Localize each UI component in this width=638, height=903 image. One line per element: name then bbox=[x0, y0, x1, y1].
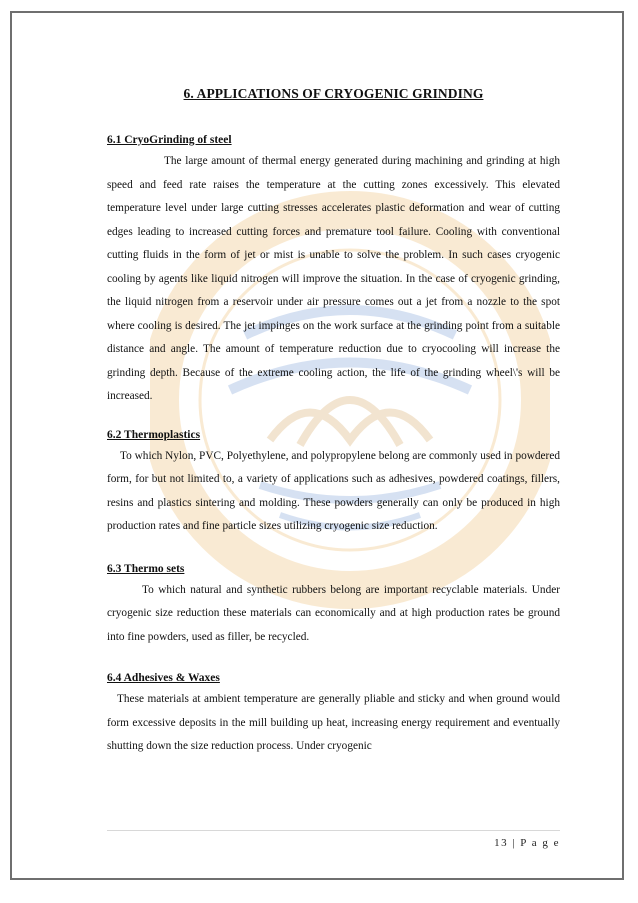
section-thermo-sets bbox=[107, 561, 560, 650]
section-heading: 6.2 Thermoplastics bbox=[107, 428, 201, 441]
section-paragraph: These materials at ambient temperature are generally pliable and sticky and when ground would form excessive deposits in the mill building up heat, increasing energy requirement and eventually shutting down the size reduction process. Under cryogenic bbox=[107, 693, 560, 752]
section-paragraph: To which natural and synthetic rubbers belong are important recyclable materials. Under cryogenic size reduction these materials can economically and at high production rates be ground into fine powders, used as filler, be recycled. bbox=[107, 583, 560, 643]
section-heading: 6.3 Thermo sets bbox=[107, 562, 185, 575]
section-paragraph: To which Nylon, PVC, Polyethylene, and polypropylene belong are commonly used in powdered form, for but not limited to, a variety of applications such as adhesives, powdered coatings, fillers, resins and plastics sintering and molding. These powders generally can only be produced in high production rates and fine particle sizes utilizing cryogenic size reduction. bbox=[107, 449, 560, 532]
section-paragraph: The large amount of thermal energy generated during machining and grinding at high speed and feed rate raises the temperature at the cutting zones excessively. This elevated temperature level under large cutting stresses accelerates plastic deformation and wear of cutting edges leading to increased cutting forces and premature tool failure. Cooling with conventional cutting fluids in the form of jet or mist is unable to solve the problem. In such cases cryogenic cooling by agents like liquid nitrogen will improve the situation. In the case of cryogenic grinding, the liquid nitrogen from a reservoir under air pressure comes out a jet from a nozzle to the spot where cooling is desired. The jet impinges on the work surface at the grinding point from a suitable distance and angle. The amount of temperature reduction due to cryocooling will increase the grinding depth. Because of the extreme cooling action, the life of the grinding wheel\'s will be increased. bbox=[107, 155, 560, 402]
section-adhesives-waxes bbox=[107, 670, 560, 759]
section-heading: 6.4 Adhesives & Waxes bbox=[107, 672, 220, 684]
section-thermoplastics bbox=[107, 427, 560, 539]
footer-divider bbox=[107, 830, 560, 831]
page-title: 6. APPLICATIONS OF CRYOGENIC GRINDING bbox=[183, 86, 484, 101]
page-number: 13 | P a g e bbox=[494, 837, 560, 849]
document-body bbox=[107, 86, 560, 759]
section-cryogrinding-steel bbox=[107, 132, 560, 409]
section-heading: 6.1 CryoGrinding of steel bbox=[107, 134, 232, 146]
